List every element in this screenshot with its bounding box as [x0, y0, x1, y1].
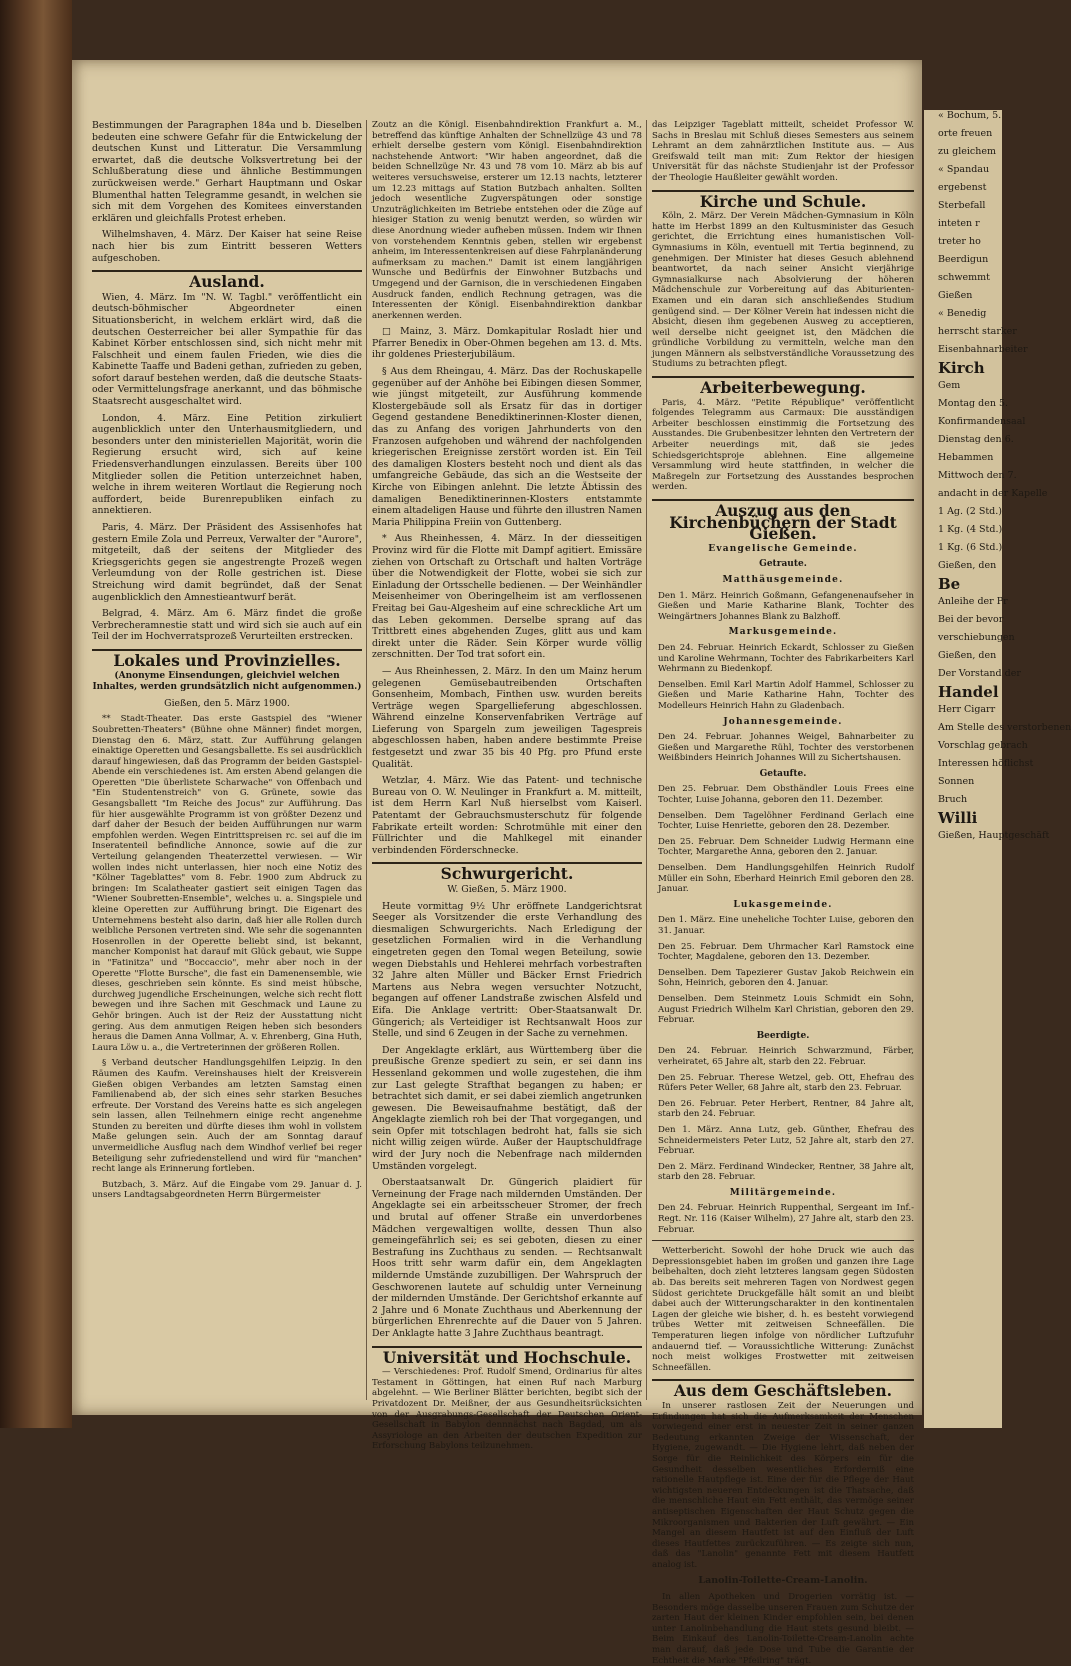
- news-item: Der Angeklagte erklärt, aus Württemberg über die preußische Grenze spediert zu sein, er sei dann ins Hessenland gekommen und wolle zugestehen, die ihm zur Last gelegte Strafthat begangen zu haben; er betrachtet sich damit, er sei dabei ziemlich angetrunken gewesen. Die Beweisaufnahme bestätigt, daß der Angeklagte ziemlich roh bei der That vorgegangen, und sein Opfer mit totschlagen bedroht hat, falls sie sich nicht willig zeigen würde. Außer der Hauptschuldfrage wird der Jury noch die Nebenfrage nach mildernden Umständen vorgelegt.: [372, 1044, 642, 1172]
- register-entry: Den 25. Februar. Dem Obsthändler Louis Frees eine Tochter, Luise Johanna, geboren den 11. Dezember.: [658, 784, 914, 806]
- section-note: (Anonyme Einsendungen, gleichviel welchen Inhaltes, werden grundsätzlich nicht aufgenommen.): [92, 670, 362, 693]
- subheading: Getaufte.: [759, 768, 807, 779]
- fragment-line: Gießen, Hauptgeschäft: [938, 830, 1050, 841]
- fragment-line: treter ho: [938, 236, 981, 247]
- column-rule: [366, 120, 367, 1400]
- newspaper-page: [72, 60, 922, 1666]
- section-heading-kirche: Kirche und Schule.: [652, 190, 914, 208]
- fragment-line: Der Vorstand der: [938, 668, 1021, 679]
- fragment-line: Be: [938, 575, 961, 593]
- news-item: Köln, 2. März. Der Verein Mädchen-Gymnasium in Köln hatte im Herbst 1899 an den Kultusminister das Gesuch gerichtet, die Errichtung eines humanistischen Voll-Gymnasiums in Köln, eventuell mit Tertia beginnend, zu genehmigen. Der Minister hat dieses Gesuch ablehnend beantwortet, da nach seiner Ansicht vierjährige Gymnasialkurse nach Absolvierung der höheren Mädchenschule zur Vorbereitung auf das Abiturienten-Examen und ein daran sich anschließendes Studium genügend sind. — Der Kölner Verein hat indessen nicht die Absicht, diesen ihm gegebenen Ausweg zu acceptieren, weil derselbe nicht geeignet ist, den Mädchen die gründliche Vorbildung zu vermitteln, welche man den jungen Männern als selbstverständliche Voraussetzung des Studiums zu betrachten pflegt.: [652, 211, 914, 370]
- fragment-line: ergebenst: [938, 182, 987, 193]
- dateline: Gießen, den 5. März 1900.: [164, 697, 290, 709]
- news-item: Wilhelmshaven, 4. März. Der Kaiser hat seine Reise nach hier bis zum Eintritt besseren Wetters aufgeschoben.: [92, 229, 362, 264]
- news-item: Belgrad, 4. März. Am 6. März findet die große Verbrecheramnestie statt und wird sich sie auch auf ein Teil der im Hochverratsprozeß Verurteilten erstrecken.: [92, 608, 362, 643]
- fragment-line: Vorschlag gebrach: [938, 740, 1028, 751]
- section-heading-kirchenbuecher: Auszug aus den Kirchenbüchern der Stadt Gießen.: [652, 499, 914, 540]
- fragment-line: Willi: [938, 809, 978, 827]
- register-entry: Den 24. Februar. Heinrich Eckardt, Schlosser zu Gießen und Karoline Wehrmann, Tochter des Fabrikarbeiters Karl Wehrmann zu Biedenkopf.: [658, 642, 914, 675]
- news-item: Zoutz an die Königl. Eisenbahndirektion Frankfurt a. M., betreffend das künftige Anhalten der Schnellzüge 43 und 78 erhielt derselbe gestern vom Königl. Eisenbahndirektion nachstehende Antwort: "Wir haben angeordnet, daß die beiden Schnellzüge Nr. 43 und 78 vom 10. März ab bis auf weiteres versuchsweise, ersterer um 12.13 nachts, letzterer um 12.23 mittags auf Station Butzbach anhalten. Sollten jedoch wesentliche Zugverspätungen oder sonstige Unzuträglichkeiten im Betriebe entstehen oder die Züge auf hiesiger Station zu wenig benutzt werden, so würden wir diese Anordnung wieder aufheben müssen. Indem wir Ihnen von vorstehendem Kenntnis geben, stellen wir ergebenst anheim, im Interessentenkreisen auf diese Fahrplanänderung aufmerksam zu machen." Damit ist einem langjährigen Wunsche und Bedürfnis der Einwohner Butzbachs und Umgegend und der Garnison, die in verschiedenen Eingaben Ausdruck fanden, endlich Rechnung getragen, was die Interessenten der Königl. Eisenbahndirektion dankbar anerkennen werden.: [372, 120, 642, 321]
- fragment-line: Bruch: [938, 794, 968, 805]
- fragment-line: inteten r: [938, 218, 980, 229]
- subheading: Lukasgemeinde.: [733, 899, 833, 910]
- fragment-line: « Spandau: [938, 164, 990, 175]
- fragment-line: Gießen: [938, 290, 973, 301]
- subheading: Evangelische Gemeinde.: [708, 543, 858, 554]
- register-entry: Den 24. Februar. Heinrich Schwarzmund, Färber, verheiratet, 65 Jahre alt, starb den 22. Februar.: [658, 1046, 914, 1067]
- register-entry: Den 26. Februar. Peter Herbert, Rentner, 84 Jahre alt, starb den 24. Februar.: [658, 1098, 914, 1120]
- fragment-line: zu gleichem: [938, 146, 996, 157]
- fragment-line: « Bochum, 5.: [938, 110, 1002, 121]
- register-entry: Den 25. Februar. Therese Wetzel, geb. Ott, Ehefrau des Rüfers Peter Weller, 68 Jahre alt, starb den 23. Februar.: [658, 1072, 914, 1094]
- news-item: In unserer rastlosen Zeit der Neuerungen und Erfindungen hat sich die Aufmerksamkeit der Menschen vorwiegend einer erst in neuester Zeit in seiner ganzen Bedeutung erkannten Zweige der Wissenschaft, der Hygiene, zugewandt. — Die Hygiene lehrt, daß neben der Sorge für die Reinlichkeit des Körpers ein für die Gesundheit desselben wesentliches Erforderniß eine rationelle Hautpflege ist. Eine der für die Pflege der Haut wichtigsten neueren Entdeckungen ist die Thatsache, daß die menschliche Haut ein Fett enthält, das vermöge seiner antiseptischen Eigenschaften der Haut Schutz gegen die Mikroorganismen und Bakterien der Luft gewährt. — Ein Mangel an diesem Hautfett ist auf den Einfluß der Luft dieses Hautfettes zurückzuführen. — Es zeigte sich nun, daß das "Lanolin" genannte Fett mit diesem Hautfett analog ist.: [652, 1400, 914, 1570]
- subheading: Johannesgemeinde.: [723, 716, 843, 727]
- register-entry: Den 1. März. Heinrich Goßmann, Gefangenenaufseher in Gießen und Marie Katharine Blank, Tochter des Weingärtners Johannes Blank zu Balzhoff.: [658, 590, 914, 622]
- column-2: [372, 120, 642, 1452]
- fragment-line: Beerdigun: [938, 254, 989, 265]
- fragment-line: Gießen, den: [938, 560, 997, 571]
- weather-report: Wetterbericht. Sowohl der hohe Druck wie auch das Depressionsgebiet haben im großen und ganzen ihre Lage beibehalten, doch zieht letzteres langsam gegen Südosten ab. Das bereits seit mehreren Tagen von Nordwest gegen Südost gerichtete Druckgefälle hält somit an und bleibt dabei auch der Witterungscharakter in den kontinentalen Lagen der gleiche wie bisher, d. h. es besteht vorwiegend trübes Wetter mit zeitweisen Schneefällen. Die Temperaturen liegen infolge von nördlicher Luftzufuhr andauernd tief. — Voraussichtliche Witterung: Zunächst noch meist wolkiges Frostwetter mit zeitweisen Schneefällen.: [652, 1246, 914, 1373]
- news-item: das Leipziger Tageblatt mitteilt, scheidet Professor W. Sachs in Breslau mit Schluß dieses Semesters aus seinem Lehramt an dem zahnärztlichen Institute aus. — Aus Greifswald teilt man mit: Zum Rektor der hiesigen Universität für das nächste Studienjahr ist der Professor der Theologie Haußleiter gewählt worden.: [652, 120, 914, 183]
- fragment-line: « Benedig: [938, 308, 987, 319]
- fragment-line: Sonnen: [938, 776, 975, 787]
- news-item: Wien, 4. März. Im "N. W. Tagbl." veröffentlicht ein deutsch-böhmischer Abgeordneter einen Situationsbericht, in welchem erklärt wird, daß die deutschen Oesterreicher bei aller Sympathie für das Kabinet Körber entschlossen sind, sich nicht mehr mit Falschheit und einem faulen Frieden, wie dies die Kabinette Taaffe und Badeni gethan, zufrieden zu geben, sofort darauf bestehen werden, daß die deutsche Staats- oder Vermittelungsfrage anerkannt, und das böhmische Staatsrecht ausgeschaltet wird.: [92, 291, 362, 408]
- fragment-line: Konfirmandensaal: [938, 416, 1026, 427]
- news-item: London, 4. März. Eine Petition zirkuliert augenblicklich unter den Unterhausmitgliedern, und besonders unter den ministeriellen Majorität, worin die Regierung ersucht wird, sich auf keine Friedensverhandlungen einzulassen. Bereits über 100 Mitglieder sollen die Petition unterzeichnet haben, welche in ihrem weiteren Wortlaut die Regierung noch auffordert, beide Burenrepubliken einfach zu annektieren.: [92, 412, 362, 517]
- register-entry: Den 25. Februar. Dem Schneider Ludwig Hermann eine Tochter, Margarethe Anna, geboren den 2. Januar.: [658, 836, 914, 858]
- fragment-line: Anleihe der Pr: [938, 596, 1008, 607]
- register-entry: Denselben. Dem Tapezierer Gustav Jakob Reichwein ein Sohn, Heinrich, geboren den 4. Januar.: [658, 967, 914, 989]
- fragment-line: Am Stelle des verstorbenen: [938, 722, 1071, 733]
- fragment-line: herrscht starker: [938, 326, 1017, 337]
- fragment-line: 1 Kg. (4 Std.): [938, 524, 1003, 535]
- fragment-line: schwemmt: [938, 272, 990, 283]
- register-entry: Den 1. März. Anna Lutz, geb. Günther, Ehefrau des Schneidermeisters Peter Lutz, 52 Jahre alt, starb den 27. Februar.: [658, 1124, 914, 1157]
- fragment-line: Montag den 5.: [938, 398, 1009, 409]
- register-entry: Den 24. Februar. Johannes Weigel, Bahnarbeiter zu Gießen und Margarethe Rühl, Tochter des verstorbenen Weißbinders Heinrich Johannes Will zu Sichertshausen.: [658, 732, 914, 764]
- fragment-line: Bei der bevor: [938, 614, 1004, 625]
- news-item: Heute vormittag 9½ Uhr eröffnete Landgerichtsrat Seeger als Vorsitzender die erste Verhandlung des diesmaligen Schwurgerichts. Nach Erledigung der gesetzlichen Formalien wird in die Verhandlung eingetreten gegen den Tomal wegen Beteilung, sowie wegen Diebstahls und Hehlerei mehrfach vorbestraften 32 Jahre alten Müller und Bäcker Ernst Friedrich Martens aus Nebra wegen versuchter Notzucht, begangen auf offener Landstraße zwischen Alsfeld und Eifa. Die Anklage vertritt: Ober-Staatsanwalt Dr. Güngerich; als Verteidiger ist Rechtsanwalt Hoos zur Stelle, und sind 6 Zeugen in der Sache zu vernehmen.: [372, 900, 642, 1040]
- section-heading-universitaet: Universität und Hochschule.: [372, 1346, 642, 1364]
- subheading: Getraute.: [759, 559, 807, 570]
- subheading: Matthäusgemeinde.: [722, 574, 844, 585]
- fragment-line: andacht in der Kapelle: [938, 488, 1048, 499]
- news-item: Paris, 4. März. "Petite République" veröffentlicht folgendes Telegramm aus Carmaux: Die ausständigen Arbeiter beschlossen einstimmig die Fortsetzung des Ausstandes. Die Grubenbesitzer lehnten den Vertretern der Arbeiter neuerdings mit, daß sie jedes Schiedsgerichtsproje ablehnen. Eine allgemeine Versammlung wird heute stattfinden, in welcher die Maßregeln zur Fortsetzung des Ausstandes besprochen werden.: [652, 397, 914, 493]
- fragment-line: Eisenbahnarbeiter: [938, 344, 1028, 355]
- dateline: W. Gießen, 5. März 1900.: [447, 884, 567, 895]
- news-item: Oberstaatsanwalt Dr. Güngerich plaidiert für Verneinung der Frage nach mildernden Umständen. Der Angeklagte sei ein arbeitsscheuer Stromer, der frech und brutal auf offener Straße ein unverdorbenes Mädchen vergewaltigen wollte, dessen Thun also gemeingefährlich sei; es sei geboten, diesen zu einer Bestrafung ins Zuchthaus zu senden. — Rechtsanwalt Hoos tritt sehr warm dafür ein, dem Angeklagten mildernde Umstände zuzubilligen. Der Wahrspruch der Geschworenen lautete auf schuldig unter Verneinung der mildernden Umstände. Der Gerichtshof erkannte auf 2 Jahre und 6 Monate Zuchthaus und Aberkennung der bürgerlichen Ehrenrechte auf die Dauer von 5 Jahren. Der Anklagte hatte 3 Jahre Zuchthaus beantragt.: [372, 1177, 642, 1339]
- column-rule: [646, 120, 647, 1400]
- fragment-line: Interessen höflichst: [938, 758, 1034, 769]
- news-item: Wetzlar, 4. März. Wie das Patent- und technische Bureau von O. W. Neulinger in Frankfurt a. M. mitteilt, ist dem Herrn Karl Nuß hierselbst vom Kaiserl. Patentamt der Gebrauchsmusterschutz für folgende Fabrikate erteilt worden: Schrotmühle mit einer den Füllrichter und die Mahlkegel mit einander verbindenden Förderschnecke.: [372, 775, 642, 856]
- fragment-line: Dienstag den 6.: [938, 434, 1014, 445]
- fragment-line: Gem: [938, 380, 961, 391]
- register-entry: Den 2. März. Ferdinand Windecker, Rentner, 38 Jahre alt, starb den 28. Februar.: [658, 1161, 914, 1183]
- fragment-line: Gießen, den: [938, 650, 997, 661]
- section-heading-ausland: Ausland.: [92, 270, 362, 288]
- news-item: * Aus Rheinhessen, 4. März. In der diesseitigen Provinz wird für die Flotte mit Dampf agitiert. Emissäre ziehen von Ortschaft zu Ortschaft und halten Vorträge über die Notwendigkeit der Flotte, wobei sie sich zur Einladung der Ortsschelle bedienen. — Der Weinhändler Meisenheimer von Oberingelheim ist am verflossenen Freitag bei Gau-Algesheim auf eine schreckliche Art um das Leben gekommen. Derselbe sprang auf das Trittbrett eines abgehenden Zuges, glitt aus und kam direkt unter die Räder. Sein Körper wurde völlig zerschnitten. Der Tod trat sofort ein.: [372, 533, 642, 661]
- register-entry: Denselben. Dem Handlungsgehilfen Heinrich Rudolf Müller ein Sohn, Eberhard Heinrich Emil geboren den 28. Januar.: [658, 863, 914, 895]
- news-item: — Verschiedenes: Prof. Rudolf Smend, Ordinarius für altes Testament in Göttingen, hat einen Ruf nach Marburg abgelehnt. — Wie Berliner Blätter berichten, begibt sich der Privatdozent Dr. Meißner, der aus Gesundheitsrücksichten von der Ausgrabungs-Gesellschaft der Deutschen Orient-Gesellschaft in Babylon dennnächst nach Bagdad, um als Assyriologe an den Arbeiten der deutschen Expedition zur Erforschung Babylons teilzunehmen.: [372, 1367, 642, 1452]
- news-item: — Aus Rheinhessen, 2. März. In den um Mainz herum gelegenen Gemüsebautreibenden Ortschaften Gonsenheim, Mombach, Finthen usw. wurden bereits Verträge wegen Spargellieferung abgeschlossen. Während einzelne Konservenfabriken Verträge auf Lieferung von Spargeln zum jeweiligen Tagespreis abgeschlossen haben, haben andere bestimmte Preise festgesetzt und zwar 35 bis 40 Pfg. pro Pfund erste Qualität.: [372, 665, 642, 770]
- register-entry: Denselben. Dem Tagelöhner Ferdinand Gerlach eine Tochter, Luise Henriette, geboren den 28. Dezember.: [658, 810, 914, 832]
- fragment-line: Kirch: [938, 359, 985, 377]
- column-1: [92, 120, 362, 1400]
- news-item: § Verband deutscher Handlungsgehilfen Leipzig. In den Räumen des Kaufm. Vereinshauses hielt der Kreisverein Gießen obigen Verbandes am letzten Samstag einen Familienabend ab, der sich eines sehr starken Besuches erfreute. Der Vorstand des Vereins hatte es sich angelegen sein lassen, allen Teilnehmern einige recht angenehme Stunden zu bereiten und dürfte dieses ihm wohl in vollstem Maße gelungen sein. Auch der am Sonntag darauf unvermeidliche Ausflug nach dem Windhof verlief bei reger Beteiligung sehr zufriedenstellend und wird für "manchen" recht lange als Erinnerung fortleben.: [92, 1058, 362, 1175]
- fragment-line: Mittwoch den 7.: [938, 470, 1017, 481]
- register-entry: Denselben. Dem Steinmetz Louis Schmidt ein Sohn, August Friedrich Wilhelm Karl Christian, geboren den 29. Februar.: [658, 993, 914, 1026]
- news-item: In allen Apotheken und Drogerien vorrätig ist. — Besonders möge dasselbe unseren Frauen zum Schutze der zarten Haut der kleinen Kinder empfohlen sein, bei denen unter Lanolinbehandlung die Haut stets gesund bleibt. — Beim Einkauf des Lanolin-Toilette-Cream-Lanolin achte man darauf, daß jede Dose und Tube die Garantie der Echtheit die Marke "Pfeilring" trägt.: [652, 1592, 914, 1666]
- register-entry: Denselben. Emil Karl Martin Adolf Hammel, Schlosser zu Gießen und Marie Katharine Hahn, Tochter des Modelleurs Heinrich Hahn zu Gladenbach.: [658, 679, 914, 711]
- fragment-line: Hebammen: [938, 452, 994, 463]
- fragment-line: Herr Cigarr: [938, 704, 996, 715]
- news-item: Paris, 4. März. Der Präsident des Assisenhofes hat gestern Emile Zola und Perreux, Verwalter der "Aurore", mitgeteilt, daß der seitens der Mitglieder des Kriegsgerichts gegen sie angestrengte Prozeß wegen Verleumdung von der Rolle gestrichen ist. Diese Streichung wird damit begründet, daß der Senat augenblicklich den Amnestieantwurf berät.: [92, 522, 362, 603]
- news-item: ** Stadt-Theater. Das erste Gastspiel des "Wiener Soubretten-Theaters" (Bühne ohne Männer) findet morgen, Dienstag den 6. März, statt. Zur Aufführung gelangen einaktige Operetten und Gesangsballette. Es sei ausdrücklich darauf hingewiesen, daß das Programm der beiden Gastspiel-Abende ein verschiedenes ist. Am ersten Abend gelangen die Operetten "Die überlistete Scharwache" von Offenbach und "Ein Studentenstreich" von G. Grünete, sowie das Gesangsballett "Im Reiche des Jocus" zur Aufführung. Das für hier ausgewählte Programm ist von größter Dezenz und darf daher der Besuch der beiden Aufführungen nur warm empfohlen werden. Wegen Eintrittspreisen rc. sei auf die im Inseratenteil befindliche Annonce, sowie auf die zur Verteilung gelangenden Theaterzettel verwiesen. — Wir wollen indes nicht unterlassen, hier noch eine Notiz des "Kölner Tageblattes" vom 8. Febr. 1900 zum Abdruck zu bringen: Im Scalatheater gastiert seit einigen Tagen das "Wiener Soubretten-Ensemble", welches u. a. Singspiele und kleine Operetten zur Aufführung bringt. Die Eigenart des Unternehmens besteht also darin, daß hier alle Rollen durch weibliche Personen vertreten sind. Wie sehr die sogenannten Hosenrollen in der Operette beliebt sind, ist bekannt, mancher Komponist hat darauf mit Glück gebaut, wie Suppe in "Fatinitza" und "Boccaccio", mehr aber noch in der Operette "Flotte Bursche", die fast ein Damenensemble, wie dieses, geschrieben sein könnte. Es sind meist hübsche, durchweg jugendliche Erscheinungen, welche sich recht flott bewegen und ihre Sachen mit Geschmack und Laune zu Gehör bringen. Auch ist der Reiz der Ausstattung nicht gering. Aus dem anmutigen Reigen heben sich besonders heraus die Damen Anna Vollmar, A. v. Ehrenberg, Gina Huth, Laura Löw u. a., die Vertreterinnen der größeren Rollen.: [92, 714, 362, 1053]
- news-item: § Aus dem Rheingau, 4. März. Das der Rochuskapelle gegenüber auf der Anhöhe bei Eibingen diesen Sommer, wie jüngst mitgeteilt, zur Ausführung kommende Klostergebäude soll als Ersatz für das in dortiger Gegend gestandene Benediktinerinnen-Kloster dienen, das zu Anfang des vorigen Jahrhunderts von den Franzosen aufgehoben und während der nachfolgenden kriegerischen Ereignisse zerstört worden ist. Ein Teil des damaligen Klosters besteht noch und dient als das umfangreiche Gebäude, das sich an die Westseite der Kirche von Eibingen anlehnt. Die letzte Äbtissin des damaligen Benediktinerinnen-Klosters entstammte einem altadeligen Hause und führte den illustren Namen Maria Philippina Freiin von Guttenberg.: [372, 366, 642, 528]
- section-heading-schwurgericht: Schwurgericht.: [372, 862, 642, 880]
- adjacent-page-fragment: [922, 110, 1071, 1428]
- fragment-line: orte freuen: [938, 128, 993, 139]
- register-entry: Den 24. Februar. Heinrich Ruppenthal, Sergeant im Inf.-Regt. Nr. 116 (Kaiser Wilhelm), 27 Jahre alt, starb den 23. Februar.: [658, 1203, 914, 1235]
- section-heading-lokales: Lokales und Provinzielles.: [92, 649, 362, 667]
- subheading: Beerdigte.: [756, 1030, 810, 1041]
- book-binding: [0, 0, 72, 1428]
- subheading: Markusgemeinde.: [728, 627, 838, 638]
- fragment-line: 1 Kg. (6 Std.): [938, 542, 1003, 553]
- fragment-line: verschiebungen: [938, 632, 1015, 643]
- section-heading-arbeiter: Arbeiterbewegung.: [652, 376, 914, 394]
- fragment-line: Handel: [938, 683, 999, 701]
- fragment-line: 1 Ag. (2 Std.): [938, 506, 1002, 517]
- subheading: Militärgemeinde.: [729, 1187, 837, 1198]
- news-item: Butzbach, 3. März. Auf die Eingabe vom 29. Januar d. J. unsers Landtagsabgeordneten Herrn Bürgermeister: [92, 1179, 362, 1201]
- product-name: Lanolin-Toilette-Cream-Lanolin.: [698, 1575, 868, 1587]
- register-entry: Den 25. Februar. Dem Uhrmacher Karl Ramstock eine Tochter, Magdalene, geboren den 13. Dezember.: [658, 941, 914, 963]
- news-item: □ Mainz, 3. März. Domkapitular Rosladt hier und Pfarrer Benedix in Ober-Ohmen begehen am 13. d. Mts. ihr goldenes Priesterjubiläum.: [372, 326, 642, 361]
- article-text: Bestimmungen der Paragraphen 184a und b. Dieselben bedeuten eine schwere Gefahr für die Entwickelung der deutschen Kunst und Litteratur. Die Versammlung erwartet, daß die deutsche Volksvertretung bei der Schlußberatung diese und ähnliche Bestimmungen zurückweisen werde." Gerhart Hauptmann und Oskar Blumenthal hatten Telegramme gesandt, in welchen sie sich mit dem Vorgehen des Komitees einverstanden erklären und gleichfalls Protest erheben.: [92, 120, 362, 224]
- fragment-line: Sterbefall: [938, 200, 986, 211]
- divider: [652, 1240, 914, 1241]
- section-heading-geschaeftsleben: Aus dem Geschäftsleben.: [652, 1379, 914, 1397]
- column-3: [652, 120, 914, 1666]
- register-entry: Den 1. März. Eine uneheliche Tochter Luise, geboren den 31. Januar.: [658, 915, 914, 936]
